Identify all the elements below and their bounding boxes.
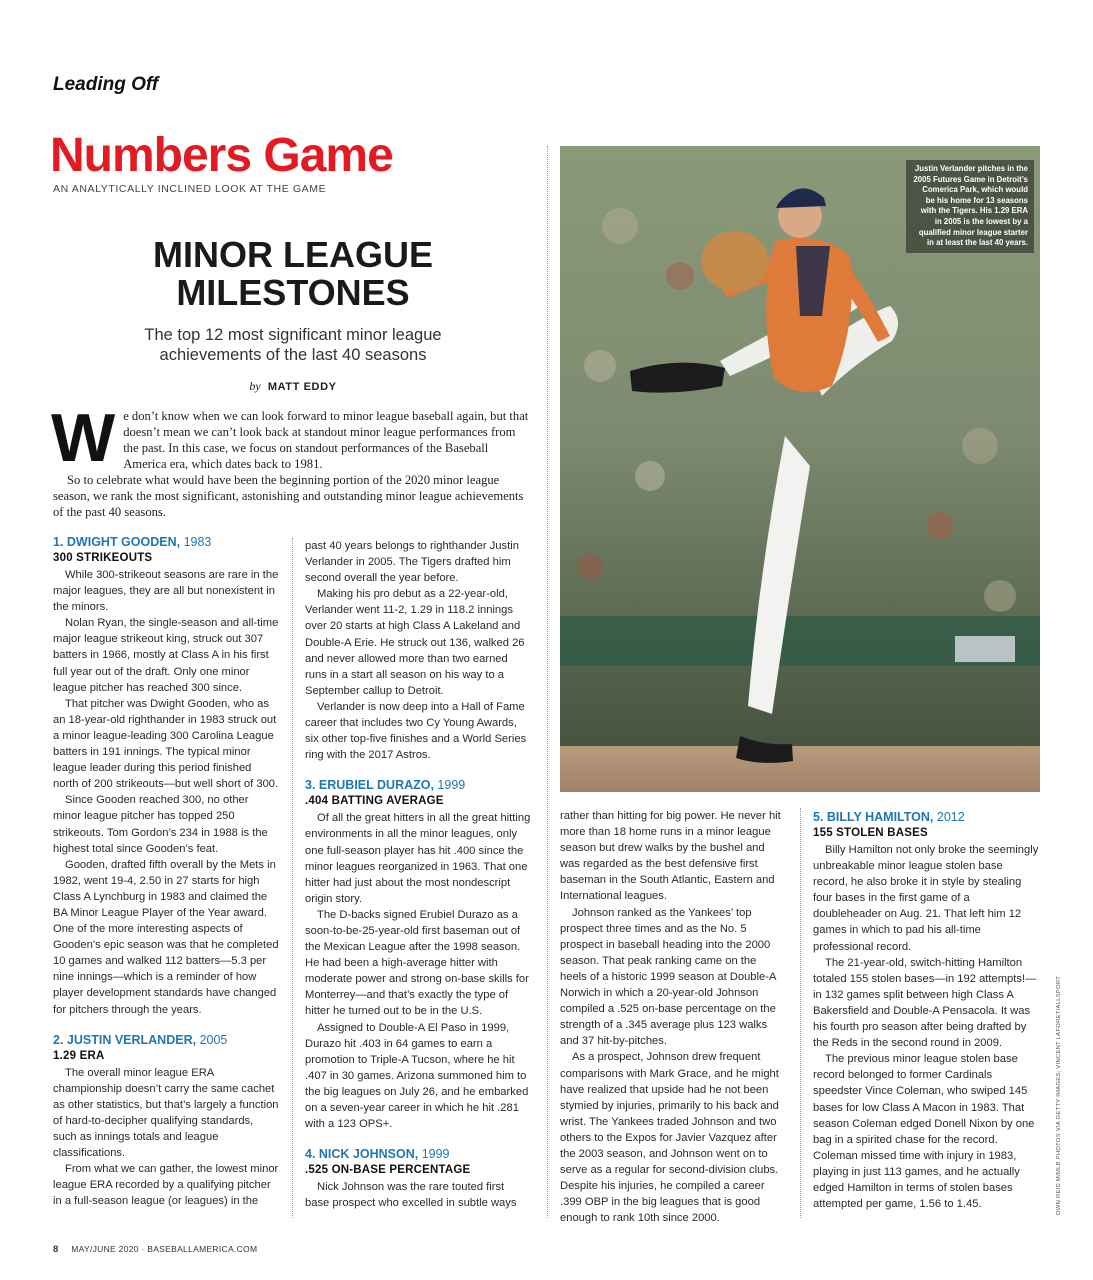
text-column-3	[560, 808, 786, 1226]
body-paragraph: Verlander is now deep into a Hall of Fame career that includes two Cy Young Awards, six other top-five finishes and a World Series ring with the 2017 Astros.	[305, 700, 527, 762]
body-paragraph: Nick Johnson was the rare touted first base prospect who excelled in subtle ways	[305, 1181, 517, 1210]
column-divider	[547, 146, 548, 1218]
entry-stat: 155 STOLEN BASES	[813, 827, 928, 839]
entry-stat: 1.29 ERA	[53, 1049, 105, 1062]
body-paragraph: rather than hitting for big power. He never hit more than 18 home runs in a minor league season but drew walks by the bushel and was regarded as the best defensive first baseman in the South Atlantic, Eastern and International leagues.	[560, 810, 781, 903]
body-paragraph: past 40 years belongs to righthander Justin Verlander in 2005. The Tigers drafted him second overall the year before.	[305, 540, 519, 585]
page-subtitle: AN ANALYTICALLY INCLINED LOOK AT THE GAME	[53, 183, 327, 195]
body-paragraph: Nolan Ryan, the single-season and all-time major league strikeout king, struck out 307 batters in 1966, mostly at Class A in his first full year out of the draft. Only one minor league pitcher has reached 300 since.	[53, 617, 279, 694]
deck-line-1: The top 12 most significant minor league	[144, 326, 442, 344]
body-paragraph: As a prospect, Johnson drew frequent comparisons with Mark Grace, and he might have realized that upside had he not been stymied by injuries, primarily to his back and wrist. The Yankees traded Johnson and two others to the Expos for Javier Vazquez after the 2003 season, and Johnson went on to serve as a regular for second-division clubs. Despite his injuries, he compiled a career .399 OBP in the big leagues that is good enough to rank 10th since 2000.	[560, 1051, 779, 1225]
body-paragraph: The 21-year-old, switch-hitting Hamilton totaled 155 stolen bases—in 192 attempts!—in 132 games split between high Class A Bakersfield and Double-A Pensacola. It was his fourth pro season after being drafted by the Reds in the second round in 2009.	[813, 956, 1037, 1050]
intro-paragraph-2: So to celebrate what would have been the beginning portion of the 2020 minor league season, we rank the most significant, astonishing and outstanding minor league achievements of the past 40 seasons.	[53, 473, 524, 519]
entry-heading: 5. BILLY HAMILTON, 2012	[813, 810, 965, 824]
body-paragraph: Assigned to Double-A El Paso in 1999, Durazo hit .403 in 64 games to earn a promotion to Triple-A Tucson, where he hit .407 in 30 games. Arizona summoned him to the big leagues on July 26, and he embarked on a seven-year career in which he hit .281 with a 123 OPS+.	[305, 1021, 529, 1131]
photo-credit: OWN REID M/MLB PHOTOS VIA GETTY IMAGES; VINCENT LAFORET/ALLSPORT	[1056, 975, 1062, 1215]
article-intro	[51, 400, 529, 520]
article-headline	[60, 236, 526, 312]
text-column-1	[53, 534, 279, 1209]
entry-stat: .525 ON-BASE PERCENTAGE	[305, 1164, 471, 1177]
body-paragraph: Of all the great hitters in all the great hitting environments in all the minor leagues, only one full-season player has hit .400 since the minor leagues reorganized in 1963. That one hitter had just about the most nondescript origin story.	[305, 812, 531, 905]
body-paragraph: While 300-strikeout seasons are rare in the major leagues, they are all but nonexistent in the minors.	[53, 569, 279, 614]
page-title: Numbers Game	[50, 129, 393, 182]
headline-line-1: MINOR LEAGUE	[152, 234, 433, 275]
body-paragraph: Since Gooden reached 300, no other minor league pitcher has topped 250 strikeouts. Tom Gordon’s 234 in 1988 is the highest total since Gooden’s feat.	[53, 794, 268, 855]
entry-heading: 2. JUSTIN VERLANDER, 2005	[53, 1032, 228, 1047]
intro-paragraph-1: e don’t know when we can look forward to minor league baseball again, but that doesn’t mean we can’t look back at standout minor league performances from the past. In this case, we focus on standout performances of the Baseball America era, which dates back to 1981.	[123, 409, 529, 471]
entry-heading: 1. DWIGHT GOODEN, 1983	[53, 535, 212, 549]
drop-cap: W	[51, 400, 116, 476]
body-paragraph: Making his pro debut as a 22-year-old, Verlander went 11-2, 1.29 in 118.2 innings over 20 starts at high Class A Lakeland and Double-A Erie. He struck out 136, walked 26 and never allowed more than two earned runs in a start all season on his way to a September callup to Detroit.	[305, 588, 525, 697]
body-paragraph: Gooden, drafted fifth overall by the Mets in 1982, went 19-4, 2.50 in 27 starts for high Class A Lynchburg in 1983 and claimed the BA Minor League Player of the Year award. One of the more interesting aspects of Gooden’s epic season was that he completed 10 games and walked 112 batters—5.3 per nine innings—which is a reminder of how player development standards have changed for pitchers through the years.	[53, 858, 279, 1016]
body-paragraph: From what we can gather, the lowest minor league ERA recorded by a qualifying pitcher in a full-season league (or leagues) in the	[53, 1163, 279, 1208]
column-divider	[800, 808, 801, 1218]
text-column-2	[305, 538, 531, 1211]
column-divider	[292, 538, 293, 1218]
body-paragraph: The D-backs signed Erubiel Durazo as a soon-to-be-25-year-old first baseman out of the Mexican League after the 1998 season. He had been a high-average hitter with moderate power and strong on-base skills for Monterrey—and that’s exactly the type of hitter he turned out to be in the U.S.	[305, 908, 529, 1018]
byline-author: MATT EDDY	[267, 381, 337, 393]
body-paragraph: Johnson ranked as the Yankees’ top prospect three times and as the No. 5 prospect in baseball heading into the 2000 season. That peak ranking came on the heels of a historic 1999 season at Double-A Norwich in which a 20-year-old Johnson compiled a .525 on-base percentage on the strength of a .345 average plus 123 walks and 37 hit-by-pitches.	[560, 906, 776, 1048]
article-deck	[60, 325, 526, 365]
body-paragraph: That pitcher was Dwight Gooden, who as an 18-year-old righthander in 1983 struck out a minor league-leading 300 Carolina League batters in 191 innings. The typical minor league leader during this period finished north of 200 strikeouts—but well short of 300.	[53, 697, 279, 791]
body-paragraph: The previous minor league stolen base record belonged to former Cardinals speedster Vince Coleman, who swiped 145 bases for low Class A Macon in 1983. That season Coleman edged Donell Nixon by one bag in a spirited chase for the record. Coleman missed time with injury in 1983, playing in just 113 games, and he actually edged Hamilton in terms of stolen bases attempted per game, 1.56 to 1.45.	[813, 1053, 1035, 1211]
page-number: 8	[53, 1244, 59, 1255]
section-label: Leading Off	[53, 74, 159, 95]
page-footer	[53, 1244, 257, 1255]
pitcher-photo	[560, 146, 1040, 792]
photo-caption: Justin Verlander pitches in the 2005 Futures Game in Detroit’s Comerica Park, which would be his home for 13 seasons with the Tigers. His 1.29 ERA in 2005 is the lowest by a qualified minor league starter in at least the last 40 years.	[906, 160, 1034, 253]
body-paragraph: Billy Hamilton not only broke the seemingly unbreakable minor league stolen base record, he also broke it in style by stealing four bases in the first game of a doubleheader on Aug. 21. That left him 12 games in which to pad his all-time professional record.	[813, 844, 1039, 953]
body-paragraph: The overall minor league ERA championship doesn’t carry the same cachet as other statistics, but that’s largely a function of hard-to-decipher qualifying standards, such as innings totals and league classifications.	[53, 1066, 279, 1160]
entry-heading: 4. NICK JOHNSON, 1999	[305, 1147, 450, 1162]
entry-heading: 3. ERUBIEL DURAZO, 1999	[305, 778, 466, 793]
entry-stat: .404 BATTING AVERAGE	[305, 795, 444, 808]
headline-line-2: MILESTONES	[176, 272, 410, 313]
deck-line-2: achievements of the last 40 seasons	[159, 346, 427, 364]
text-column-4	[813, 809, 1039, 1212]
footer-text: MAY/JUNE 2020 · BASEBALLAMERICA.COM	[71, 1244, 258, 1254]
byline-by: by	[249, 379, 261, 393]
byline	[60, 379, 526, 394]
entry-stat: 300 STRIKEOUTS	[53, 552, 153, 564]
